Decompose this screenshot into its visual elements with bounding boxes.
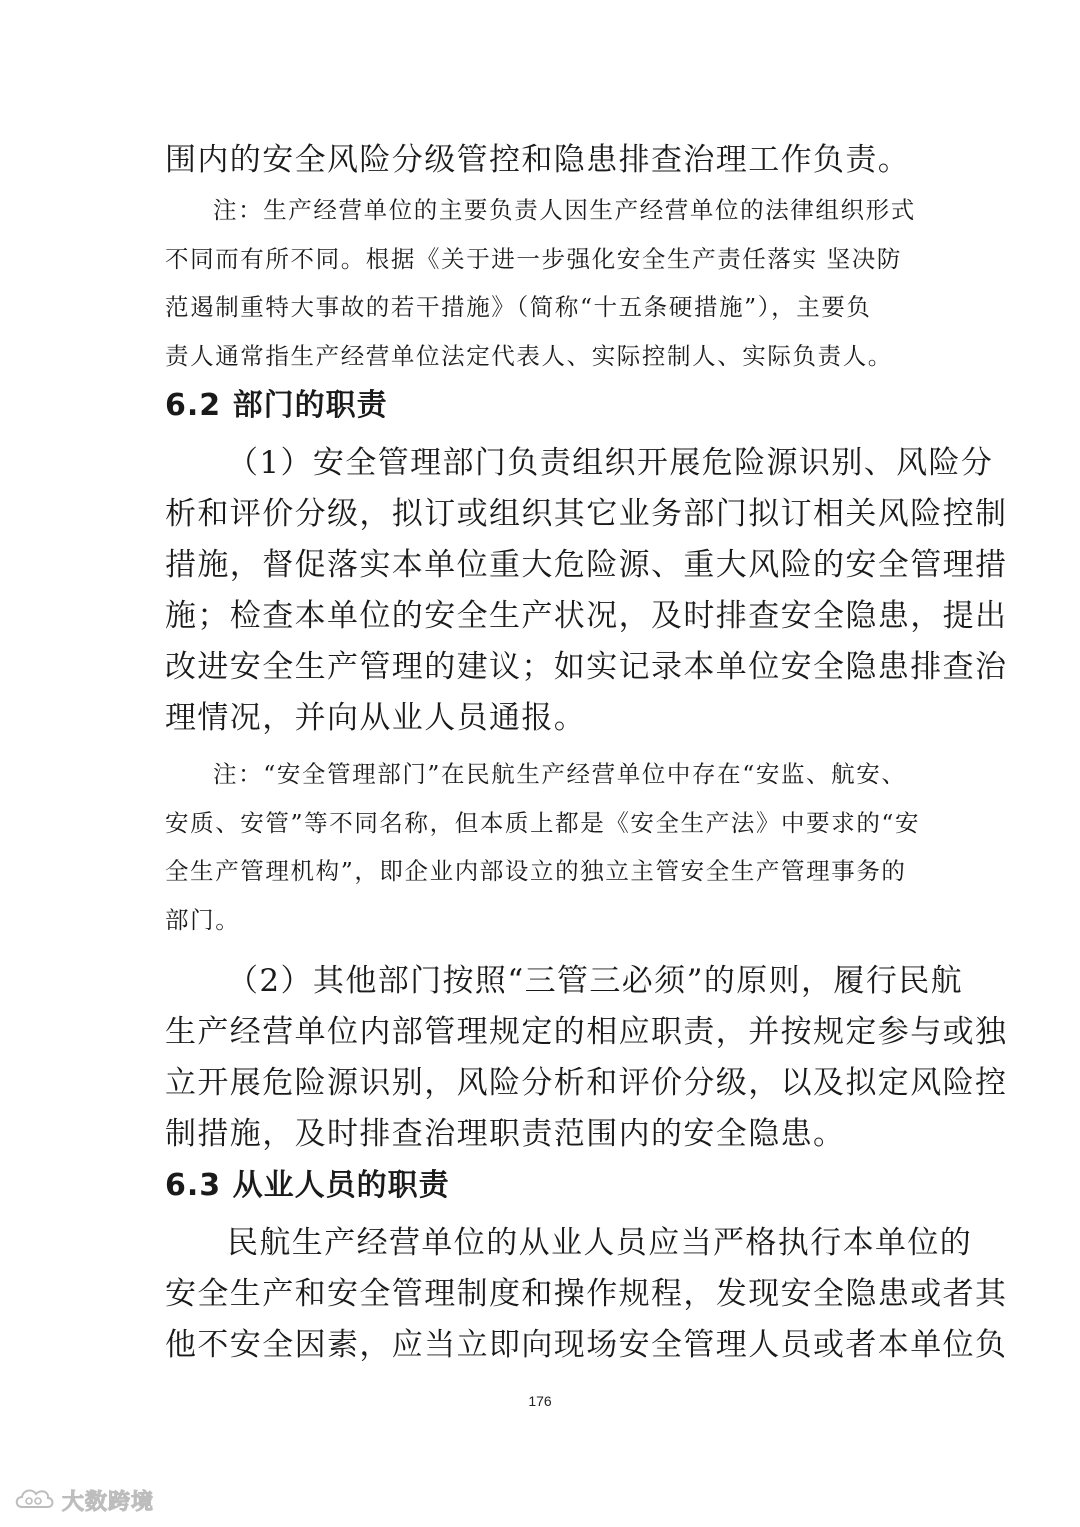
paragraph-line: 措施，督促落实本单位重大危险源、重大风险的安全管理措 <box>165 547 1008 583</box>
paragraph-line: 析和评价分级，拟订或组织其它业务部门拟订相关风险控制 <box>165 496 1008 532</box>
section-6-2-item-2 <box>165 956 1008 1160</box>
note-1-line: 不同而有所不同。根据《关于进一步强化安全生产责任落实 坚决防 <box>165 244 902 273</box>
paragraph-line: 改进安全生产管理的建议；如实记录本单位安全隐患排查治 <box>165 649 1008 685</box>
watermark <box>12 1480 154 1520</box>
paragraph-line: （2）其他部门按照“三管三必须”的原则，履行民航 <box>227 963 964 999</box>
paragraph-line: 他不安全因素，应当立即向现场安全管理人员或者本单位负 <box>165 1327 1008 1363</box>
section-6-3-paragraph <box>165 1218 1008 1371</box>
cloud-logo-icon <box>12 1483 56 1517</box>
paragraph-line: 立开展危险源识别，风险分析和评价分级，以及拟定风险控 <box>165 1065 1008 1101</box>
note-1 <box>165 186 917 380</box>
paragraph-line: 安全生产和安全管理制度和操作规程，发现安全隐患或者其 <box>165 1276 1008 1312</box>
section-heading-6-3: 6.3 从业人员的职责 <box>165 1168 450 1203</box>
page-number: 176 <box>528 1393 552 1409</box>
note-2-line: 部门。 <box>165 905 241 934</box>
note-1-line: 注：生产经营单位的主要负责人因生产经营单位的法律组织形式 <box>213 196 916 224</box>
paragraph-line: 施；检查本单位的安全生产状况，及时排查安全隐患，提出 <box>165 598 1008 634</box>
note-1-line: 责人通常指生产经营单位法定代表人、实际控制人、实际负责人。 <box>165 341 893 370</box>
note-1-line: 范遏制重特大事故的若干措施》（简称“十五条硬措施”），主要负 <box>165 293 872 321</box>
document-content <box>165 135 1008 1371</box>
note-2-line: 全生产管理机构”，即企业内部设立的独立主管安全生产管理事务的 <box>165 857 907 885</box>
note-2-line: 安质、安管”等不同名称，但本质上都是《安全生产法》中要求的“安 <box>165 808 921 837</box>
paragraph-line: 生产经营单位内部管理规定的相应职责，并按规定参与或独 <box>165 1014 1008 1050</box>
paragraph-line: 民航生产经营单位的从业人员应当严格执行本单位的 <box>227 1225 973 1261</box>
paragraph-line: 理情况，并向从业人员通报。 <box>165 700 587 736</box>
note-2-line: 注：“安全管理部门”在民航生产经营单位中存在“安监、航安、 <box>213 760 907 788</box>
section-heading-6-2: 6.2 部门的职责 <box>165 388 388 423</box>
watermark-text: 大数跨境 <box>62 1489 155 1515</box>
note-2 <box>165 750 921 944</box>
section-6-2-item-1 <box>165 438 1008 744</box>
paragraph-line: （1）安全管理部门负责组织开展危险源识别、风险分 <box>227 445 994 481</box>
paragraph-line: 制措施，及时排查治理职责范围内的安全隐患。 <box>165 1116 846 1152</box>
paragraph-continuation: 围内的安全风险分级管控和隐患排查治理工作负责。 <box>165 142 911 178</box>
